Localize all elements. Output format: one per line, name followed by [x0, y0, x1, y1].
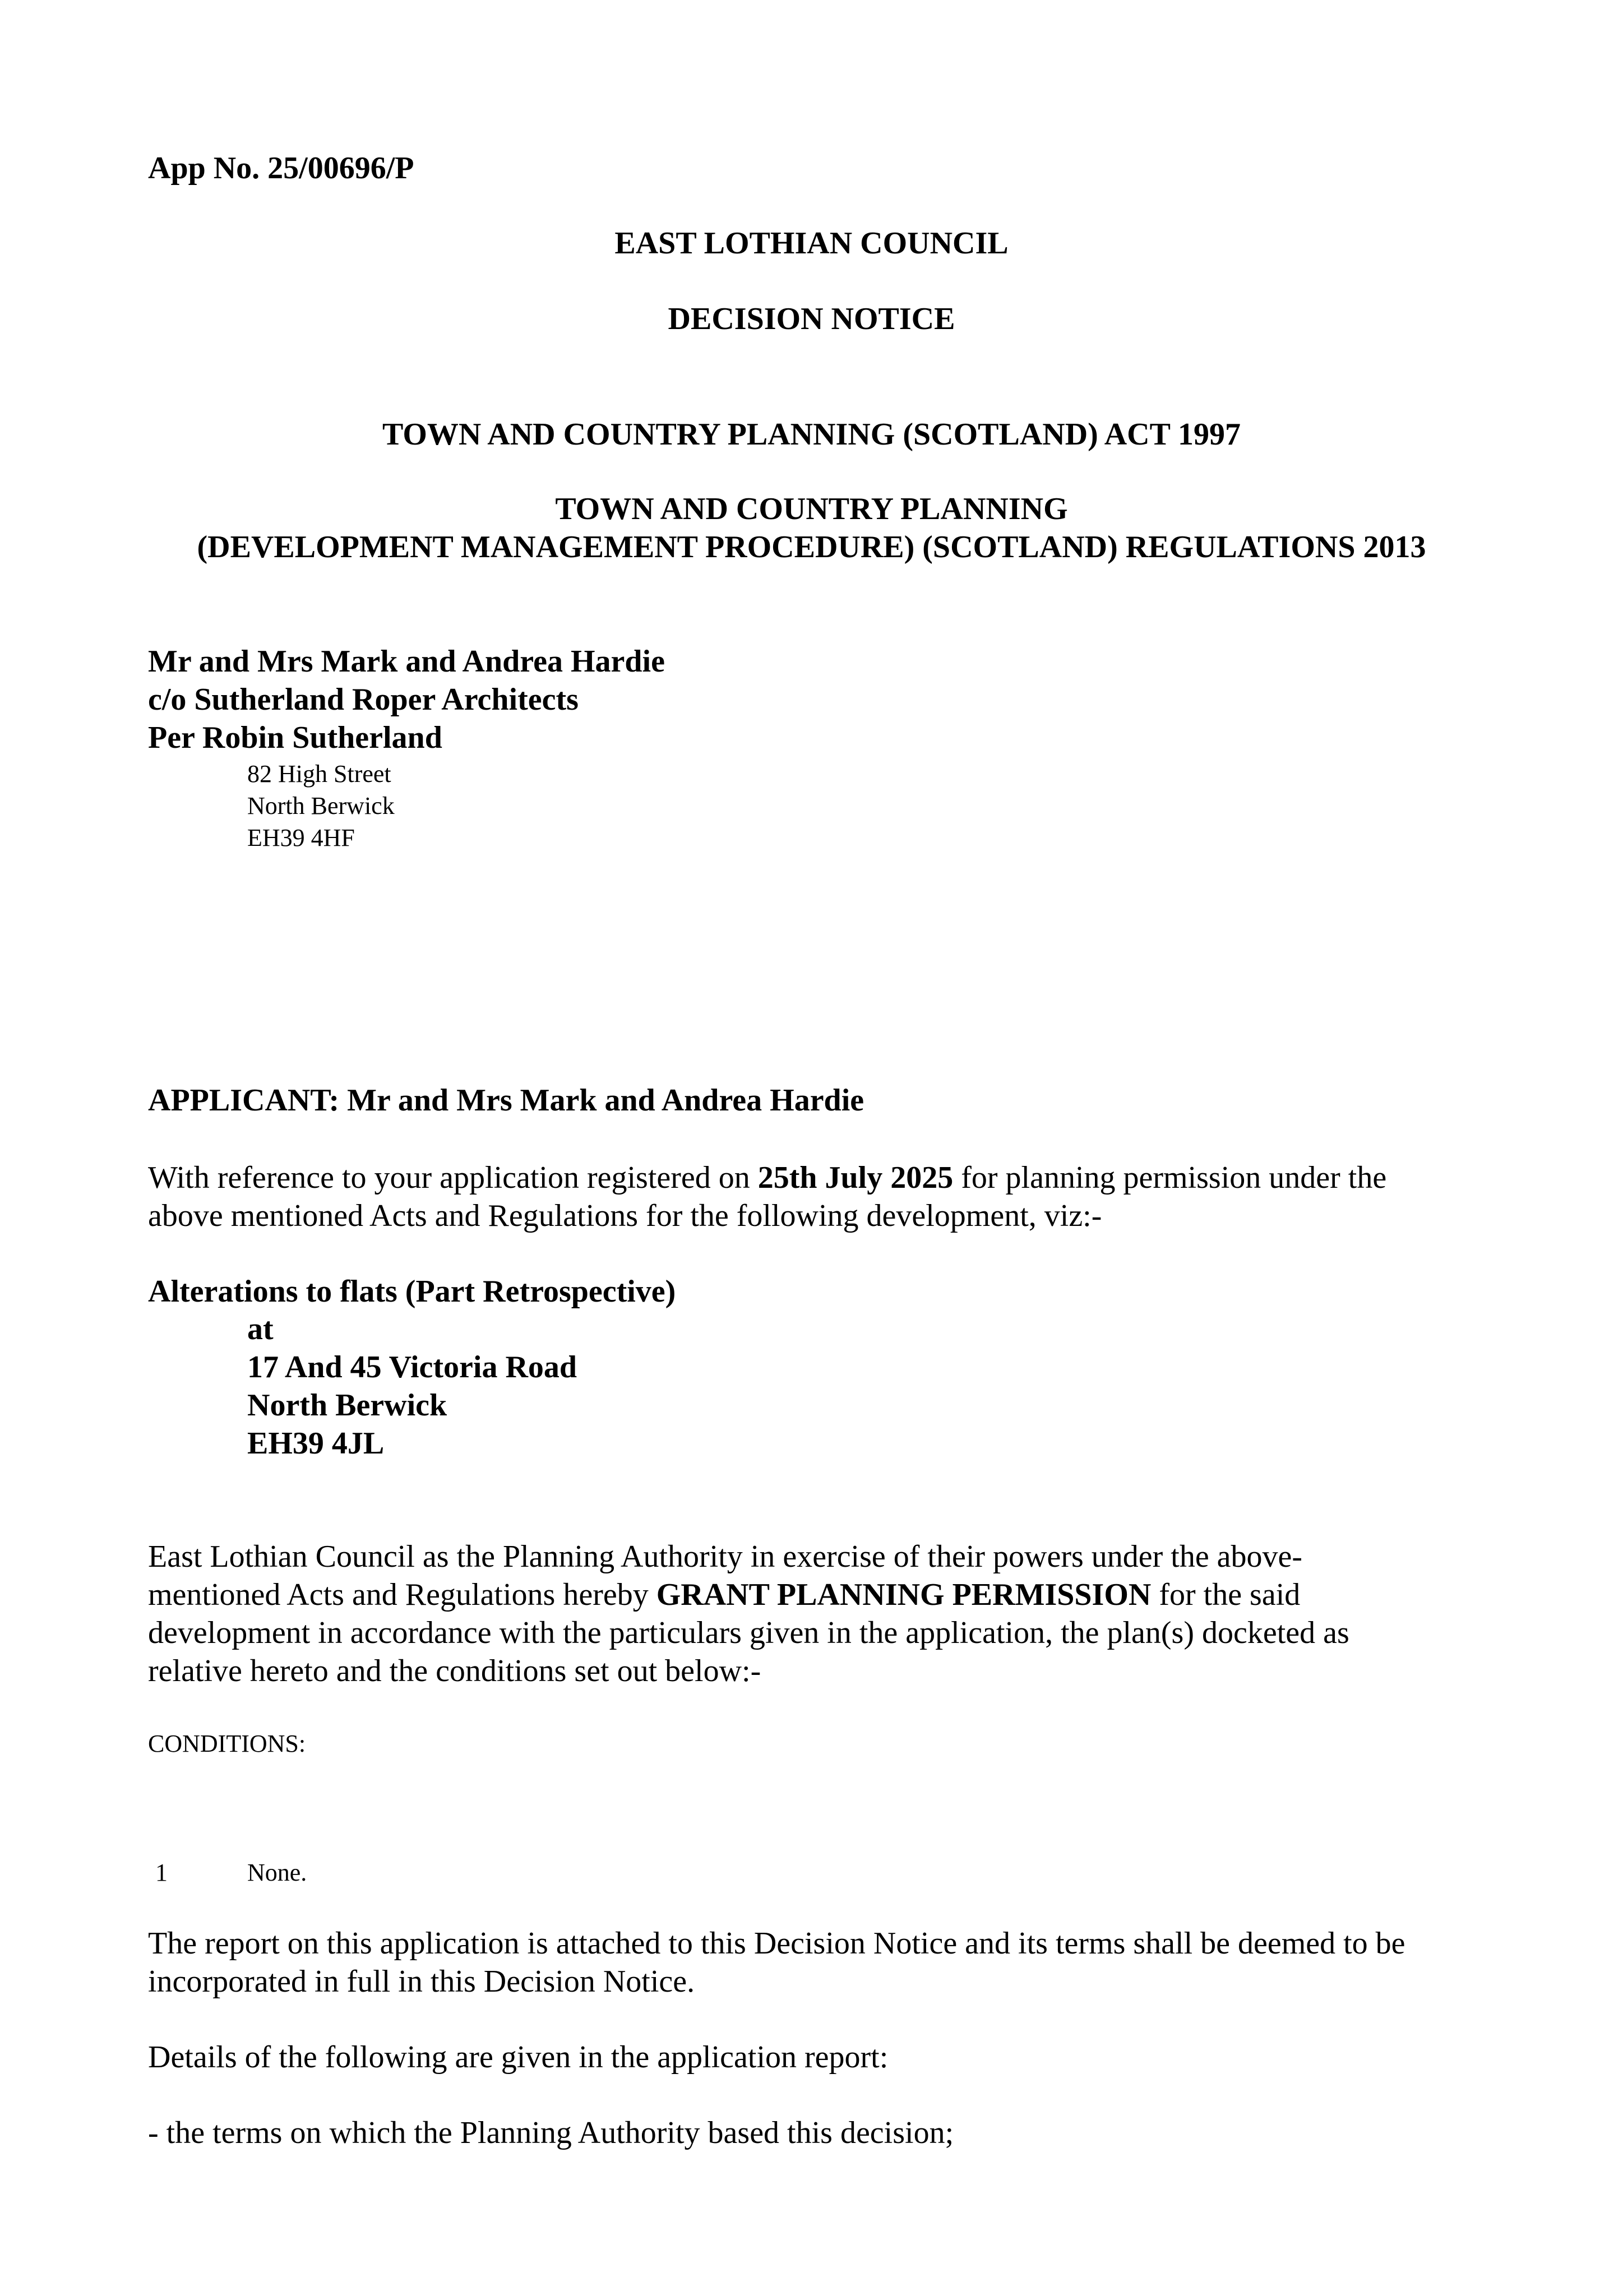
act-title: TOWN AND COUNTRY PLANNING (SCOTLAND) ACT 1997: [382, 417, 1241, 452]
council-name: EAST LOTHIAN COUNCIL: [614, 226, 1009, 261]
reference-post: for planning permission under the: [953, 1160, 1387, 1195]
grant-line2: [148, 1576, 1349, 1614]
reference-paragraph: [148, 1159, 1386, 1235]
conditions-heading: CONDITIONS:: [148, 1730, 306, 1757]
condition-text: None.: [247, 1859, 307, 1886]
grant-paragraph: [148, 1538, 1349, 1690]
addressee-care-of: c/o Sutherland Roper Architects: [148, 682, 579, 717]
report-line2: incorporated in full in this Decision Notice.: [148, 1964, 695, 1999]
development-postcode: EH39 4JL: [247, 1426, 385, 1461]
terms-list-item: - the terms on which the Planning Authority based this decision;: [148, 2116, 954, 2150]
grant-line4: relative hereto and the conditions set out below:-: [148, 1654, 761, 1688]
reference-line1: [148, 1159, 1386, 1197]
details-paragraph: Details of the following are given in the application report:: [148, 2040, 889, 2075]
applicant-line: APPLICANT: Mr and Mrs Mark and Andrea Hardie: [148, 1083, 864, 1118]
reference-line2: above mentioned Acts and Regulations for the following development, viz:-: [148, 1198, 1102, 1233]
addressee-name: Mr and Mrs Mark and Andrea Hardie: [148, 644, 665, 679]
regulations-title-line1: TOWN AND COUNTRY PLANNING: [555, 492, 1068, 526]
registration-date: 25th July 2025: [757, 1160, 954, 1195]
grant-decision: GRANT PLANNING PERMISSION: [656, 1577, 1152, 1612]
report-paragraph: [148, 1924, 1405, 2001]
addressee-address: [247, 758, 395, 854]
reference-pre: With reference to your application registered on: [148, 1160, 758, 1195]
regulations-title-line2: (DEVELOPMENT MANAGEMENT PROCEDURE) (SCOTLAND) REGULATIONS 2013: [197, 530, 1426, 564]
development-description: Alterations to flats (Part Retrospective): [148, 1274, 676, 1309]
grant-line2-pre: mentioned Acts and Regulations hereby: [148, 1577, 656, 1612]
grant-line1: East Lothian Council as the Planning Authority in exercise of their powers under the above-: [148, 1539, 1303, 1574]
development-location: [247, 1310, 577, 1462]
report-line1: The report on this application is attached to this Decision Notice and its terms shall be deemed to be: [148, 1926, 1405, 1961]
development-address1: 17 And 45 Victoria Road: [247, 1350, 577, 1385]
development-at: at: [247, 1312, 274, 1346]
grant-line3: development in accordance with the particulars given in the application, the plan(s) docketed as: [148, 1615, 1349, 1650]
grant-line2-post: for the said: [1151, 1577, 1301, 1612]
application-number: App No. 25/00696/P: [148, 151, 414, 186]
addressee-block: [148, 642, 665, 757]
addressee-postcode: EH39 4HF: [247, 824, 355, 851]
condition-number: 1: [155, 1859, 168, 1886]
notice-title: DECISION NOTICE: [668, 302, 955, 336]
addressee-street: 82 High Street: [247, 760, 391, 788]
addressee-town: North Berwick: [247, 792, 395, 820]
development-address2: North Berwick: [247, 1388, 447, 1423]
addressee-per: Per Robin Sutherland: [148, 720, 442, 755]
